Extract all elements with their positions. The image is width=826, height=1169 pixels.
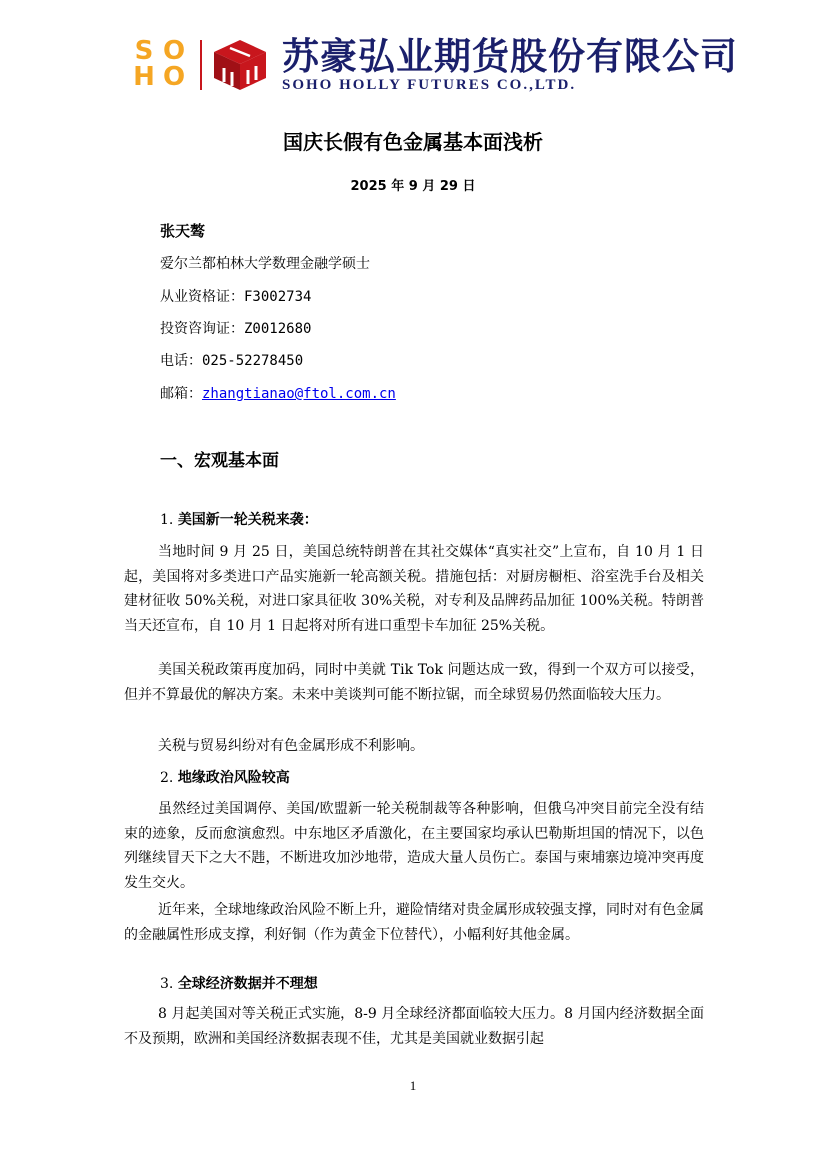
subheading-1 (160, 509, 318, 531)
paragraph: 关税与贸易纠纷对有色金属形成不利影响。 (158, 738, 424, 754)
author-name: 张天骜 (160, 222, 206, 240)
subheading-number: 2. (160, 770, 174, 786)
soho-logo (130, 38, 188, 90)
company-name-cn: 苏豪弘业期货股份有限公司 (282, 34, 738, 78)
paragraph: 虽然经过美国调停、美国/欧盟新一轮关税制裁等各种影响，但俄乌冲突目前完全没有结束的迹象，反而愈演愈烈。中东地区矛盾激化，在主要国家均承认巴勒斯坦国的情况下，以色列继续冒天下之大不韪，不断进攻加沙地带，造成大量人员伤亡。泰国与柬埔寨边境冲突再度发生交火。 (124, 801, 704, 891)
subheading-3 (160, 973, 318, 995)
subheading-number: 1. (160, 512, 174, 528)
cube-logo-icon (212, 38, 268, 92)
qualification-line (160, 287, 311, 307)
subheading-number: 3. (160, 976, 174, 992)
subheading-2 (160, 767, 290, 789)
phone-line (160, 351, 303, 371)
page-number: 1 (409, 1078, 417, 1093)
author-degree: 爱尔兰都柏林大学数理金融学硕士 (160, 256, 370, 272)
subheading-title: 地缘政治风险较高 (177, 770, 290, 786)
consult-number: Z0012680 (244, 321, 312, 337)
phone-label: 电话： (160, 353, 202, 369)
paragraph: 当地时间 9 月 25 日，美国总统特朗普在其社交媒体“真实社交”上宣布，自 10 月 1 日起，美国将对多类进口产品实施新一轮高额关税。措施包括：对厨房橱柜、浴室洗手台及相关建材征收 50%关税，对进口家具征收 30%关税，对专利及品牌药品加征 100%关税。特朗普当天还宣布，自 10 月 1 日起将对所有进口重型卡车加征 25%关税。 (124, 544, 704, 634)
logo-letter: O (162, 62, 186, 92)
email-line (160, 384, 396, 404)
report-title: 国庆长假有色金属基本面浅析 (283, 130, 543, 154)
consult-line (160, 319, 311, 339)
phone-number: 025-52278450 (202, 353, 304, 369)
qualification-number: F3002734 (244, 289, 312, 305)
section-heading: 一、宏观基本面 (160, 451, 279, 471)
paragraph: 美国关税政策再度加码，同时中美就 Tik Tok 问题达成一致，得到一个双方可以接受，但并不算最优的解决方案。未来中美谈判可能不断拉锯，而全球贸易仍然面临较大压力。 (124, 662, 704, 703)
qualification-label: 从业资格证： (160, 289, 244, 305)
email-label: 邮箱： (160, 386, 202, 402)
consult-label: 投资咨询证： (160, 321, 244, 337)
logo-letter: S (134, 36, 154, 66)
logo-letter: O (162, 36, 186, 66)
subheading-title: 美国新一轮关税来袭： (177, 512, 318, 528)
logo-divider (200, 40, 202, 90)
paragraph: 8 月起美国对等关税正式实施，8-9 月全球经济都面临较大压力。8 月国内经济数据全面不及预期，欧洲和美国经济数据表现不佳，尤其是美国就业数据引起 (124, 1006, 704, 1047)
paragraph: 近年来，全球地缘政治风险不断上升，避险情绪对贵金属形成较强支撑，同时对有色金属的金融属性形成支撑，利好铜（作为黄金下位替代），小幅利好其他金属。 (124, 902, 704, 943)
report-date: 2025 年 9 月 29 日 (350, 179, 476, 194)
subheading-title: 全球经济数据并不理想 (177, 976, 318, 992)
company-name-en: SOHO HOLLY FUTURES CO.,LTD. (282, 77, 577, 93)
email-link[interactable]: zhangtianao@ftol.com.cn (202, 386, 396, 402)
logo-letter: H (133, 62, 155, 92)
